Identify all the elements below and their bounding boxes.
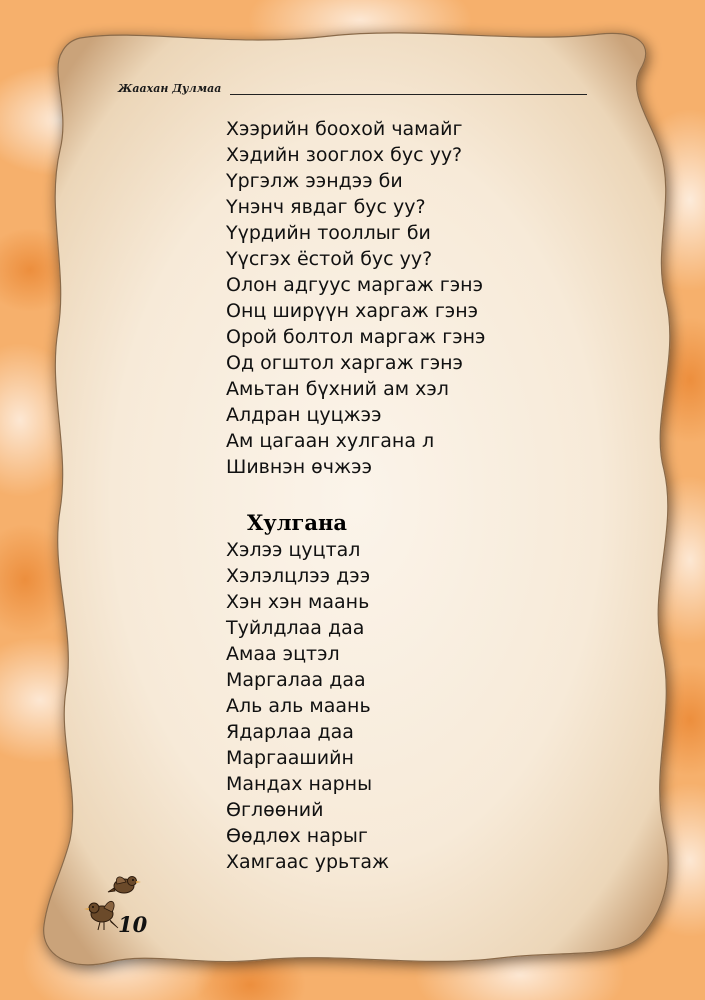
poem-line: Ам цагаан хулгана л: [226, 430, 435, 452]
poem-line: Олон адгуус маргаж гэнэ: [226, 274, 484, 296]
running-header: [118, 82, 588, 102]
poem-line: Амаа эцтэл: [226, 643, 340, 665]
poem-line: Онц ширүүн харгаж гэнэ: [226, 300, 479, 322]
poem-line: Ядарлаа даа: [226, 721, 354, 743]
poem-line: Аль аль маань: [226, 695, 371, 717]
poem-line: Маргалаа даа: [226, 669, 366, 691]
header-rule: [230, 94, 587, 95]
poem-line: Од огштол харгаж гэнэ: [226, 352, 463, 374]
poem-line: Өглөөний: [226, 799, 324, 821]
poem-line: Хэн хэн маань: [226, 591, 370, 613]
poem-line: Өөдлөх нарыг: [226, 825, 368, 847]
poem-line: Үүсгэх ёстой бус уу?: [226, 248, 433, 270]
poem-line: Шивнэн өчжээ: [226, 456, 372, 478]
poem-line: Хамгаас урьтаж: [226, 851, 390, 873]
poem-line: Амьтан бүхний ам хэл: [226, 378, 449, 400]
poem-line: Орой болтол маргаж гэнэ: [226, 326, 486, 348]
poem-1: [226, 116, 546, 480]
poem-line: Хэдийн зооглох бус уу?: [226, 144, 463, 166]
poem-2-title: Хулгана: [247, 510, 347, 535]
poem-line: Маргаашийн: [226, 747, 354, 769]
poem-line: Хэлээ цуцтал: [226, 539, 361, 561]
header-author: Жаахан Дулмаа: [118, 82, 222, 95]
poem-line: Үнэнч явдаг бус уу?: [226, 196, 426, 218]
poem-line: Хээрийн боохой чамайг: [226, 118, 463, 140]
poem-line: Мандах нарны: [226, 773, 373, 795]
poem-line: Хэлэлцлээ дээ: [226, 565, 371, 587]
page-number: 10: [118, 912, 148, 937]
poem-line: Үүрдийн тооллыг би: [226, 222, 431, 244]
poem-line: Туйлдлаа даа: [226, 617, 365, 639]
poem-line: Үргэлж ээндээ би: [226, 170, 403, 192]
poem-2: [226, 537, 546, 875]
poem-line: Алдран цуцжээ: [226, 404, 382, 426]
